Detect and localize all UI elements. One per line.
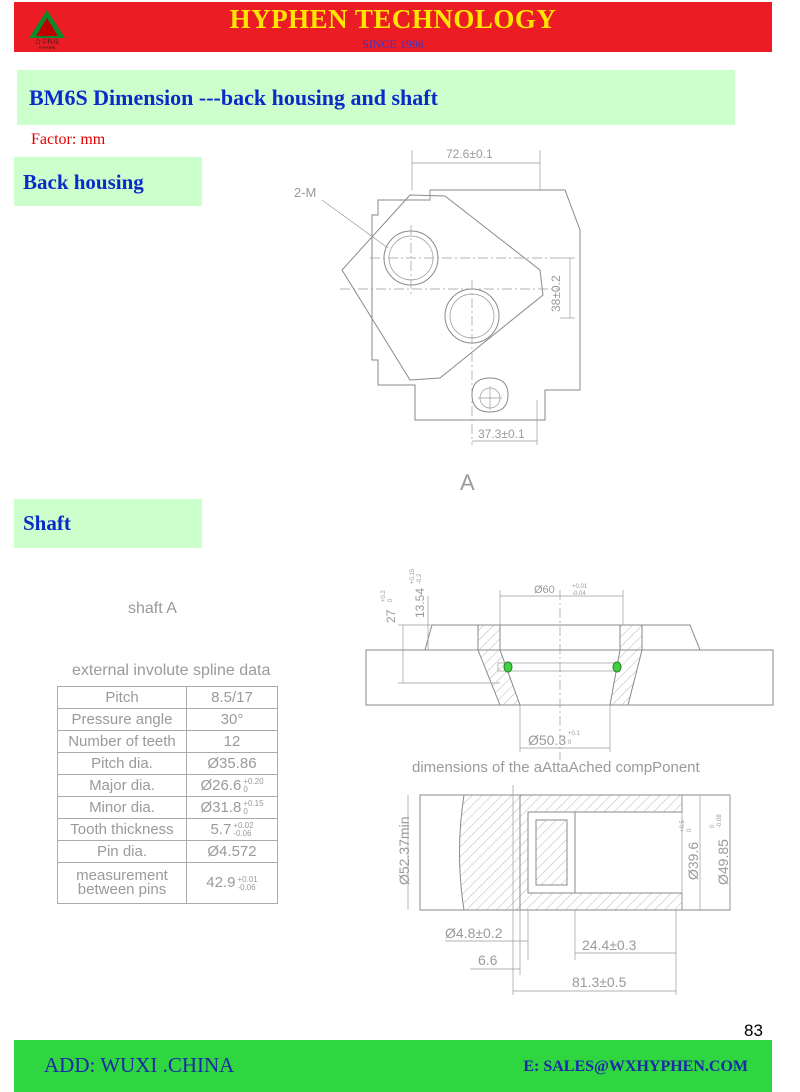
spline-row-value: Ø35.86 — [187, 753, 278, 775]
dim-phi60-tol-upper: +0.01 — [572, 584, 588, 590]
dim-396-tol-upper: +0.5 — [680, 820, 686, 832]
dim-27-tol-upper: +0.2 — [381, 590, 387, 602]
page-number: 83 — [744, 1021, 763, 1040]
dim-27: 27 — [384, 609, 398, 623]
company-name: HYPHEN TECHNOLOGY — [229, 4, 557, 34]
footer-email[interactable]: E: SALES@WXHYPHEN.COM — [523, 1058, 748, 1075]
dim-1354-tol-lower: -0.2 — [417, 573, 423, 584]
section-label-back-housing: Back housing — [23, 170, 144, 194]
spline-row-label: Pin dia. — [58, 841, 187, 863]
dim-38: 38±0.2 — [549, 275, 563, 312]
spline-row-label: Pressure angle — [58, 709, 187, 731]
dim-1354-tol-upper: +0.15 — [410, 568, 416, 584]
spline-table-row — [58, 775, 278, 797]
spline-row-value: Ø26.6 +0.20 0 — [187, 775, 278, 797]
footer-address: ADD: WUXI .CHINA — [44, 1053, 235, 1077]
port-label: 2-M — [294, 185, 317, 200]
spline-table-row — [58, 753, 278, 775]
spline-row-label: Pitch dia. — [58, 753, 187, 775]
spline-row-label: Tooth thickness — [58, 819, 187, 841]
dim-13-54: 13.54 — [413, 587, 427, 618]
dim-phi4-8: Ø4.8±0.2 — [445, 925, 503, 941]
dim-phi503-tol-lower: 0 — [568, 740, 572, 746]
dim-27-tol-lower: 0 — [388, 598, 394, 602]
spline-row-label: Pitch — [58, 687, 187, 709]
dim-81-3: 81.3±0.5 — [572, 974, 627, 990]
spline-table — [57, 686, 278, 904]
dim-396-tol-lower: 0 — [687, 828, 693, 832]
logo-sub: HYPHEN — [38, 45, 56, 50]
spline-table-row — [58, 687, 278, 709]
spline-table-row — [58, 709, 278, 731]
spline-row-value: 12 — [187, 731, 278, 753]
dim-phi39-6: Ø39.6 — [685, 841, 701, 880]
dim-6-6: 6.6 — [478, 952, 498, 968]
dim-phi52-37: Ø52.37min — [396, 816, 412, 885]
spline-table-row — [58, 797, 278, 819]
spline-row-value: 42.9 +0.01 -0.06 — [187, 863, 278, 904]
spline-table-row — [58, 841, 278, 863]
spline-row-label: Number of teeth — [58, 731, 187, 753]
page-title: BM6S Dimension ---back housing and shaft — [29, 85, 438, 110]
since-text: SINCE 1996 — [362, 37, 424, 51]
shaft-a-label: shaft A — [128, 600, 177, 617]
spline-table-title: external involute spline data — [72, 662, 271, 679]
dim-phi49-85: Ø49.85 — [715, 839, 731, 885]
spline-row-value: 5.7 +0.02 -0.06 — [187, 819, 278, 841]
dim-phi60-tol-lower: -0.04 — [572, 591, 586, 597]
dim-phi60: Ø60 — [534, 584, 555, 596]
factor-note: Factor: mm — [31, 131, 106, 148]
spline-row-value: Ø4.572 — [187, 841, 278, 863]
footer-bar — [14, 1040, 772, 1092]
dim-4985-tol-upper: 0 — [710, 824, 716, 828]
spline-row-label: Major dia. — [58, 775, 187, 797]
spline-row-value: Ø31.8 +0.15 0 — [187, 797, 278, 819]
dim-phi503-tol-upper: +0.1 — [568, 731, 580, 737]
spline-table-row — [58, 731, 278, 753]
spline-row-label: Minor dia. — [58, 797, 187, 819]
dim-4985-tol-lower: -0.08 — [717, 814, 723, 828]
spline-table-row — [58, 819, 278, 841]
view-label-a: A — [460, 470, 475, 495]
dim-24-4: 24.4±0.3 — [582, 937, 637, 953]
component-caption: dimensions of the aAttaAched compPonent — [412, 759, 700, 776]
dim-72-6: 72.6±0.1 — [446, 147, 493, 161]
spline-row-value: 8.5/17 — [187, 687, 278, 709]
spline-table-row — [58, 863, 278, 904]
logo-text: 合丰科技 — [34, 40, 60, 46]
section-label-shaft: Shaft — [23, 511, 71, 535]
dim-37-3: 37.3±0.1 — [478, 427, 525, 441]
spline-row-label: measurement between pins — [58, 863, 187, 904]
dim-phi50-3: Ø50.3 — [528, 732, 567, 748]
spline-row-value: 30° — [187, 709, 278, 731]
